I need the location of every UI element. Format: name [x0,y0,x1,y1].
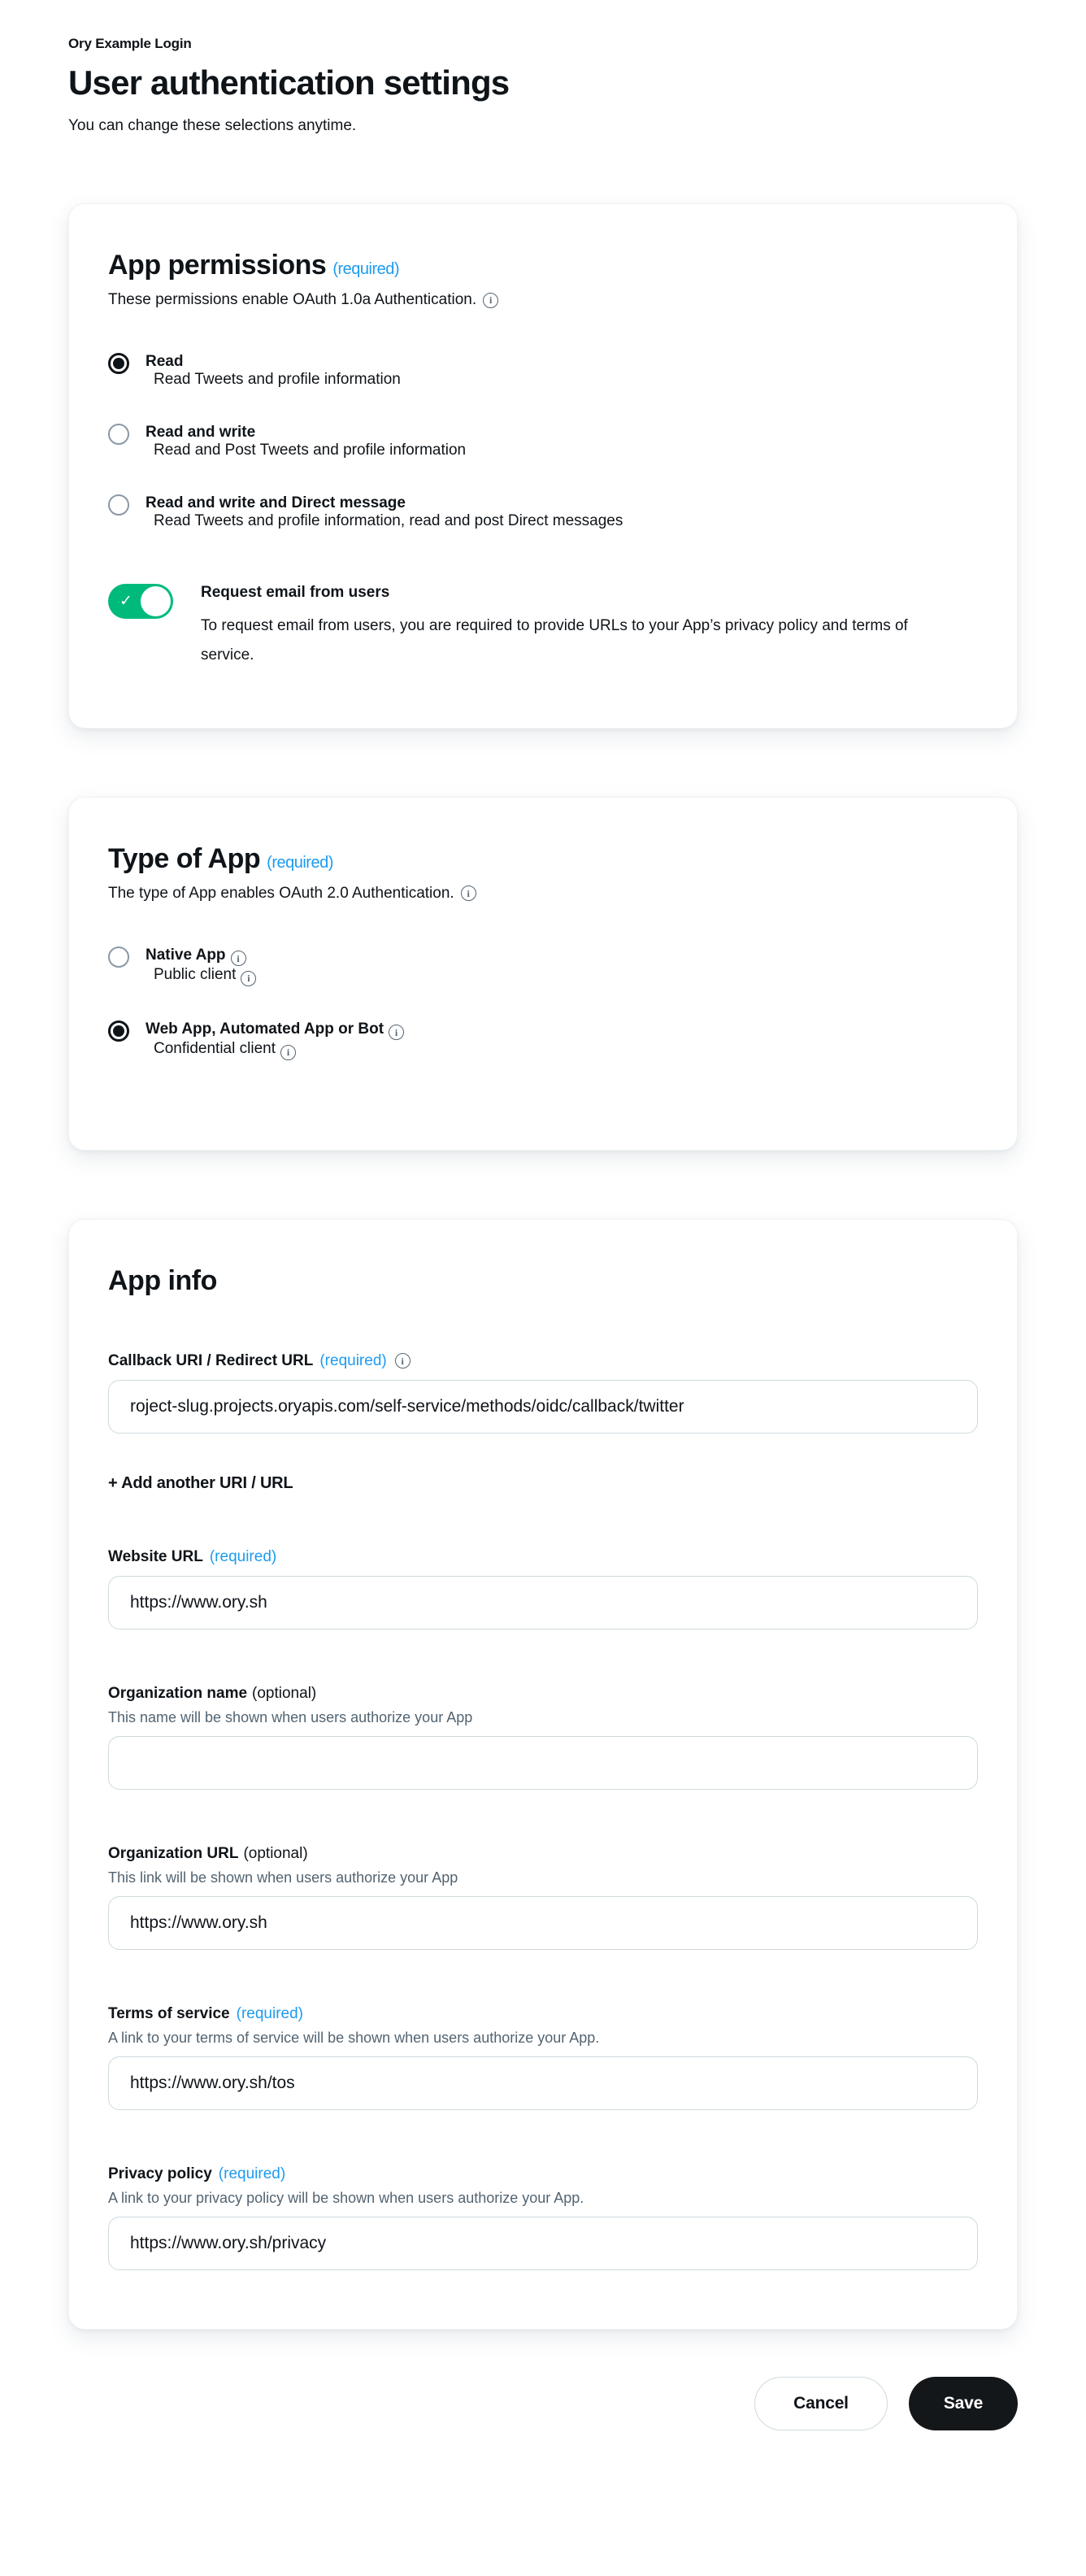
app-permissions-heading [108,250,978,281]
radio-button[interactable] [108,946,129,968]
radio-sublabel: Read Tweets and profile information, read and post Direct messages [154,512,623,530]
add-uri-button[interactable]: + Add another URI / URL [108,1473,293,1492]
organization-url-field [108,1845,978,1950]
radio-sublabel: Read Tweets and profile information [154,371,401,389]
required-tag: (required) [236,2004,303,2022]
app-permissions-description-text: These permissions enable OAuth 1.0a Authentication. [108,291,477,308]
app-permissions-description [108,291,978,309]
field-label-text: Callback URI / Redirect URL [108,1351,314,1369]
website-url-label [108,1548,978,1566]
radio-label-text: Web App, Automated App or Bot [146,1020,384,1038]
request-email-label: Request email from users [201,584,390,602]
website-url-field [108,1548,978,1630]
radio-texts [146,424,466,460]
app-permissions-title: App permissions [108,250,327,281]
field-label-text: Terms of service [108,2004,230,2022]
radio-label [146,946,256,967]
radio-option-read-write[interactable] [108,424,978,460]
organization-url-label [108,1845,978,1863]
app-permissions-card [68,203,1018,729]
organization-name-help: This name will be shown when users authorize your App [108,1708,473,1725]
info-icon[interactable] [461,886,476,901]
footer-actions [68,2377,1018,2430]
optional-tag: (optional) [252,1684,317,1702]
radio-sublabel-text: Public client [154,966,237,984]
request-email-description: To request email from users, you are required to provide URLs to your App’s privacy policy and terms of service. [201,617,908,664]
terms-of-service-field [108,2005,978,2110]
type-of-app-description [108,885,978,903]
type-of-app-radio-group [108,946,978,1060]
required-tag: (required) [218,2165,286,2182]
info-icon[interactable] [241,971,256,986]
type-of-app-description-text: The type of App enables OAuth 2.0 Authentication. [108,884,454,902]
radio-sublabel: Read and Post Tweets and profile information [154,442,467,459]
radio-button[interactable] [108,424,129,445]
radio-label: Read [146,353,184,370]
radio-texts [146,494,623,531]
app-info-card [68,1219,1018,2330]
save-button[interactable]: Save [909,2377,1018,2430]
organization-url-input[interactable] [108,1896,978,1950]
toggle-texts [201,584,916,668]
privacy-policy-label [108,2165,978,2183]
app-info-title: App info [108,1264,217,1296]
optional-tag: (optional) [243,1844,308,1862]
field-label-text: Organization name [108,1684,248,1702]
callback-uri-label [108,1352,978,1370]
organization-name-field [108,1685,978,1790]
radio-label: Read and write and Direct message [146,494,406,511]
terms-of-service-help: A link to your terms of service will be shown when users authorize your App. [108,2029,600,2046]
radio-sublabel [154,966,256,986]
privacy-policy-input[interactable] [108,2217,978,2270]
app-title: Ory Example Login [68,36,192,51]
page-title: User authentication settings [68,63,510,102]
organization-name-input[interactable] [108,1736,978,1790]
radio-texts [146,946,256,986]
field-label-text: Organization URL [108,1844,239,1862]
request-email-toggle[interactable] [108,584,173,619]
info-icon[interactable] [389,1025,404,1040]
radio-texts [146,1020,404,1060]
type-of-app-heading [108,843,978,875]
cancel-button[interactable]: Cancel [754,2377,888,2430]
callback-uri-field [108,1352,978,1434]
radio-sublabel-text: Confidential client [154,1040,276,1058]
info-icon[interactable] [483,293,498,308]
required-tag: (required) [209,1547,277,1565]
field-label-text: Privacy policy [108,2165,212,2182]
radio-button[interactable] [108,1020,129,1042]
privacy-policy-help: A link to your privacy policy will be shown when users authorize your App. [108,2189,584,2206]
radio-option-native-app[interactable] [108,946,978,986]
info-icon[interactable] [395,1353,411,1368]
info-icon[interactable] [231,951,246,966]
radio-label-text: Native App [146,946,226,964]
check-icon: ✓ [119,593,132,611]
radio-option-read-write-dm[interactable] [108,494,978,531]
required-tag: (required) [267,853,333,872]
type-of-app-title: Type of App [108,842,261,874]
request-email-row [108,584,978,668]
radio-option-read[interactable] [108,353,978,389]
required-tag: (required) [332,260,400,278]
page-subtitle: You can change these selections anytime. [68,117,357,134]
privacy-policy-field [108,2165,978,2270]
required-tag: (required) [319,1351,387,1369]
organization-name-label [108,1685,978,1703]
terms-of-service-input[interactable] [108,2056,978,2110]
radio-button[interactable] [108,494,129,516]
toggle-knob[interactable] [141,586,171,616]
website-url-input[interactable] [108,1576,978,1630]
radio-button[interactable] [108,353,129,374]
field-label-text: Website URL [108,1547,203,1565]
callback-uri-input[interactable] [108,1380,978,1434]
radio-sublabel [154,1040,404,1060]
info-icon[interactable] [280,1045,296,1060]
organization-url-help: This link will be shown when users authorize your App [108,1869,458,1886]
terms-of-service-label [108,2005,978,2023]
type-of-app-card [68,797,1018,1151]
radio-texts [146,353,401,389]
radio-label [146,1020,404,1041]
radio-option-web-app[interactable] [108,1020,978,1060]
radio-label: Read and write [146,423,256,441]
app-permissions-radio-group [108,353,978,530]
